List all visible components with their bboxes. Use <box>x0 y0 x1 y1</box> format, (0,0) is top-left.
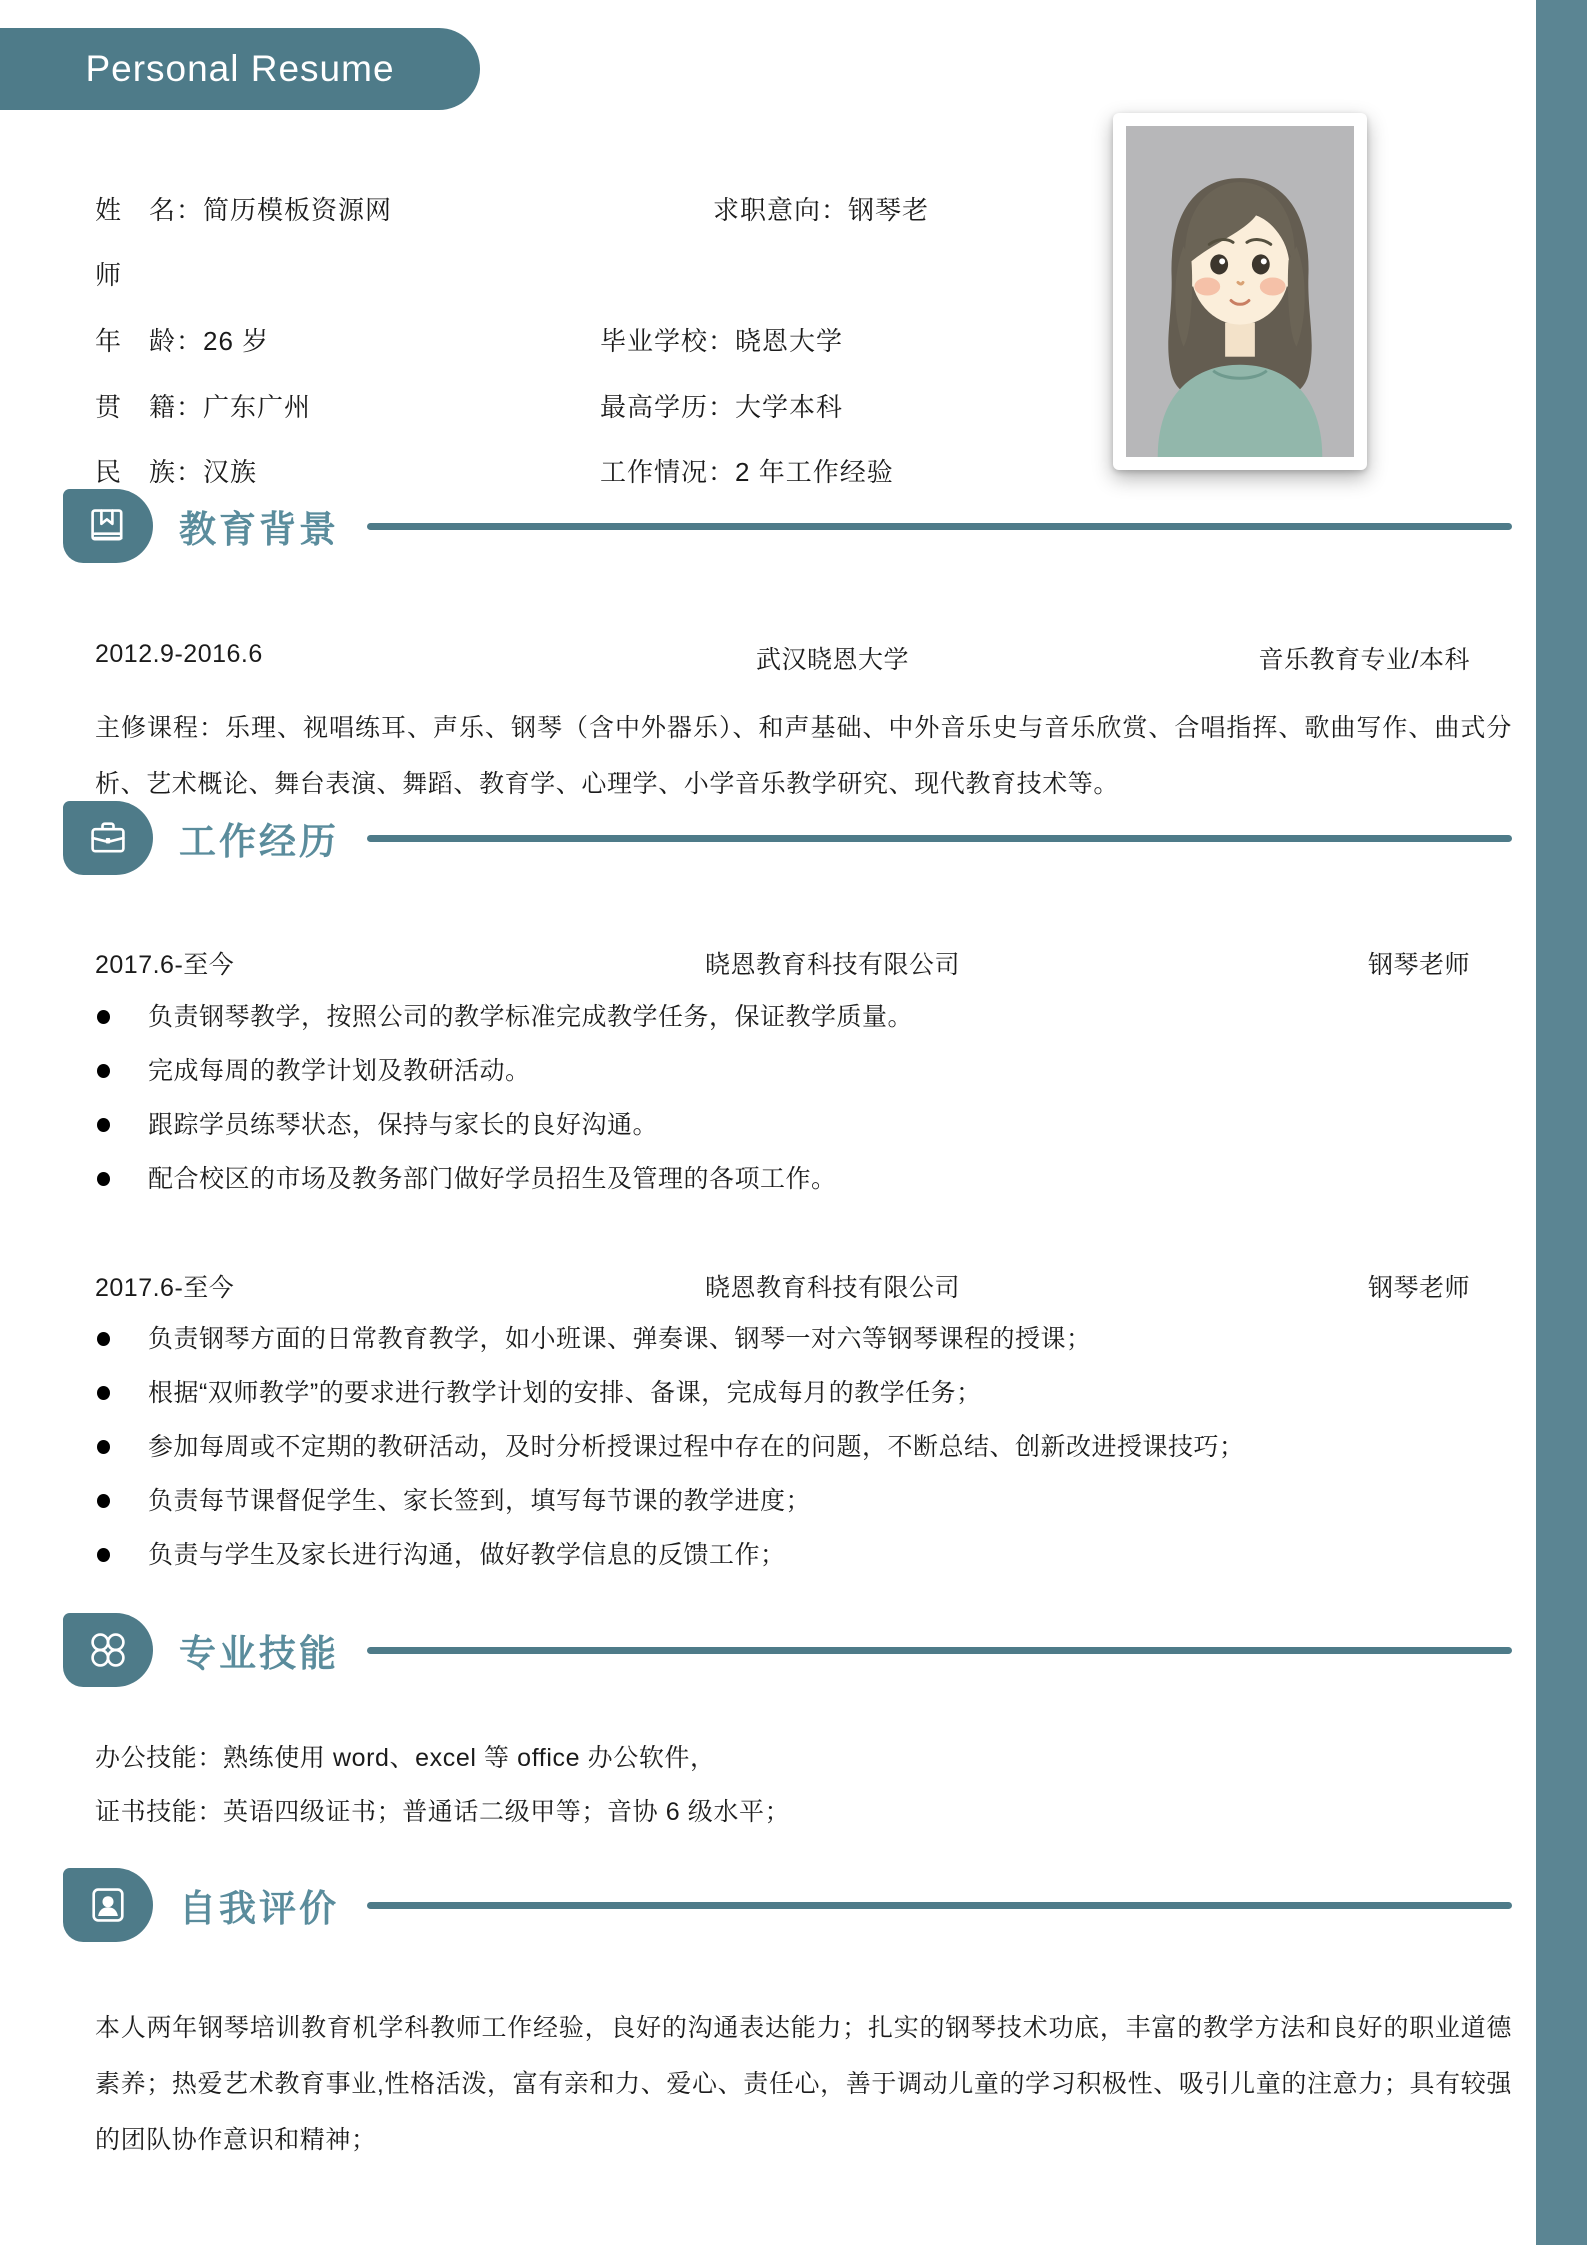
bullet-icon <box>97 1172 110 1186</box>
education-entry-header <box>95 640 1470 676</box>
age-label: 年 龄： <box>95 326 204 356</box>
school-label: 毕业学校： <box>600 326 736 356</box>
section-title-skills: 专业技能 <box>179 1633 339 1674</box>
bullet-icon <box>97 1494 110 1508</box>
origin-label: 贯 籍： <box>95 392 204 422</box>
ethnicity-label: 民 族： <box>95 457 204 487</box>
education-badge <box>63 489 153 563</box>
banner <box>0 28 480 110</box>
age-value: 26 岁 <box>203 326 270 356</box>
bullet-icon <box>97 1118 110 1132</box>
list-item: 负责与学生及家长进行沟通，做好教学信息的反馈工作； <box>95 1528 1512 1582</box>
education-date: 2012.9-2016.6 <box>95 640 263 668</box>
work-status-label: 工作情况： <box>600 457 736 487</box>
briefcase-icon <box>86 816 130 860</box>
list-item: 参加每周或不定期的教研活动，及时分析授课过程中存在的问题，不断总结、创新改进授课技巧； <box>95 1420 1512 1474</box>
work-status-value: 2 年工作经验 <box>735 457 894 487</box>
work-entry-date: 2017.6-至今 <box>95 951 235 979</box>
skills-divider <box>367 1647 1512 1654</box>
list-item: 完成每周的教学计划及教研活动。 <box>95 1044 1512 1098</box>
skills-certificates-line: 证书技能：英语四级证书；普通话二级甲等；音协 6 级水平； <box>95 1798 791 1826</box>
ethnicity-value: 汉族 <box>203 457 258 487</box>
evaluation-badge <box>63 1868 153 1942</box>
job-intention-label: 求职意向： <box>713 195 849 225</box>
bullet-icon <box>97 1386 110 1400</box>
id-card-icon <box>86 1883 130 1927</box>
work-entry-position: 钢琴老师 <box>1367 951 1470 979</box>
work-badge <box>63 801 153 875</box>
profile-row-3 <box>95 387 1095 421</box>
list-item: 负责每节课督促学生、家长签到，填写每节课的教学进度； <box>95 1474 1512 1528</box>
profile-row-2 <box>95 321 1095 355</box>
origin-value: 广东广州 <box>203 392 312 422</box>
work-entry-company: 晓恩教育科技有限公司 <box>704 1274 960 1302</box>
section-header-work <box>63 800 1512 876</box>
work-entry-1-bullets <box>95 990 1512 1206</box>
name-value: 简历模板资源网 <box>203 195 393 225</box>
list-item: 跟踪学员练琴状态，保持与家长的良好沟通。 <box>95 1098 1512 1152</box>
profile-row-1 <box>95 190 1095 224</box>
section-header-skills <box>63 1612 1512 1688</box>
section-header-evaluation <box>63 1867 1512 1943</box>
evaluation-text: 本人两年钢琴培训教育机学科教师工作经验，良好的沟通表达能力；扎实的钢琴技术功底，丰富的教学方法和良好的职业道德素养；热爱艺术教育事业,性格活泼，富有亲和力、爱心、责任心，善于调动儿童的学习积极性、吸引儿童的注意力；具有较强的团队协作意识和精神； <box>95 2014 1512 2154</box>
bullet-icon <box>97 1064 110 1078</box>
avatar-illustration <box>1126 126 1354 457</box>
degree-label: 最高学历： <box>600 392 736 422</box>
school-value: 晓恩大学 <box>735 326 844 356</box>
bullet-icon <box>97 1010 110 1024</box>
list-item: 根据“双师教学”的要求进行教学计划的安排、备课，完成每月的教学任务； <box>95 1366 1512 1420</box>
section-title-education: 教育背景 <box>179 509 339 550</box>
clover-icon <box>86 1628 130 1672</box>
job-intention-wrap: 师 <box>95 260 123 290</box>
profile-row-wrap <box>95 255 1095 289</box>
work-entry-company: 晓恩教育科技有限公司 <box>704 951 960 979</box>
section-header-education <box>63 488 1512 564</box>
work-entry-2-bullets <box>95 1312 1512 1582</box>
degree-value: 大学本科 <box>735 392 844 422</box>
book-icon <box>86 504 130 548</box>
education-courses: 主修课程：乐理、视唱练耳、声乐、钢琴（含中外器乐）、和声基础、中外音乐史与音乐欣赏、合唱指挥、歌曲写作、曲式分析、艺术概论、舞台表演、舞蹈、教育学、心理学、小学音乐教学研究、现代教育技术等。 <box>95 714 1512 798</box>
section-title-work: 工作经历 <box>179 821 339 862</box>
profile-photo <box>1113 113 1367 470</box>
education-school: 武汉晓恩大学 <box>755 646 909 674</box>
bullet-icon <box>97 1440 110 1454</box>
work-entry-1-header <box>95 945 1470 981</box>
list-item: 负责钢琴教学，按照公司的教学标准完成教学任务，保证教学质量。 <box>95 990 1512 1044</box>
evaluation-divider <box>367 1902 1512 1909</box>
job-intention-value: 钢琴老 <box>848 195 930 225</box>
work-entry-date: 2017.6-至今 <box>95 1274 235 1302</box>
skills-office-line: 办公技能：熟练使用 word、excel 等 office 办公软件， <box>95 1744 716 1772</box>
skills-badge <box>63 1613 153 1687</box>
bullet-icon <box>97 1548 110 1562</box>
work-entry-2-header <box>95 1268 1470 1304</box>
list-item: 配合校区的市场及教务部门做好学员招生及管理的各项工作。 <box>95 1152 1512 1206</box>
list-item: 负责钢琴方面的日常教育教学，如小班课、弹奏课、钢琴一对六等钢琴课程的授课； <box>95 1312 1512 1366</box>
education-divider <box>367 523 1512 530</box>
name-label: 姓 名： <box>95 195 204 225</box>
education-major: 音乐教育专业/本科 <box>1258 646 1470 674</box>
right-edge-bar <box>1536 0 1587 2245</box>
profile-row-4 <box>95 452 1095 486</box>
bullet-icon <box>97 1332 110 1346</box>
section-title-evaluation: 自我评价 <box>179 1888 339 1929</box>
work-entry-position: 钢琴老师 <box>1367 1274 1470 1302</box>
banner-title: Personal Resume <box>85 48 395 89</box>
work-divider <box>367 835 1512 842</box>
